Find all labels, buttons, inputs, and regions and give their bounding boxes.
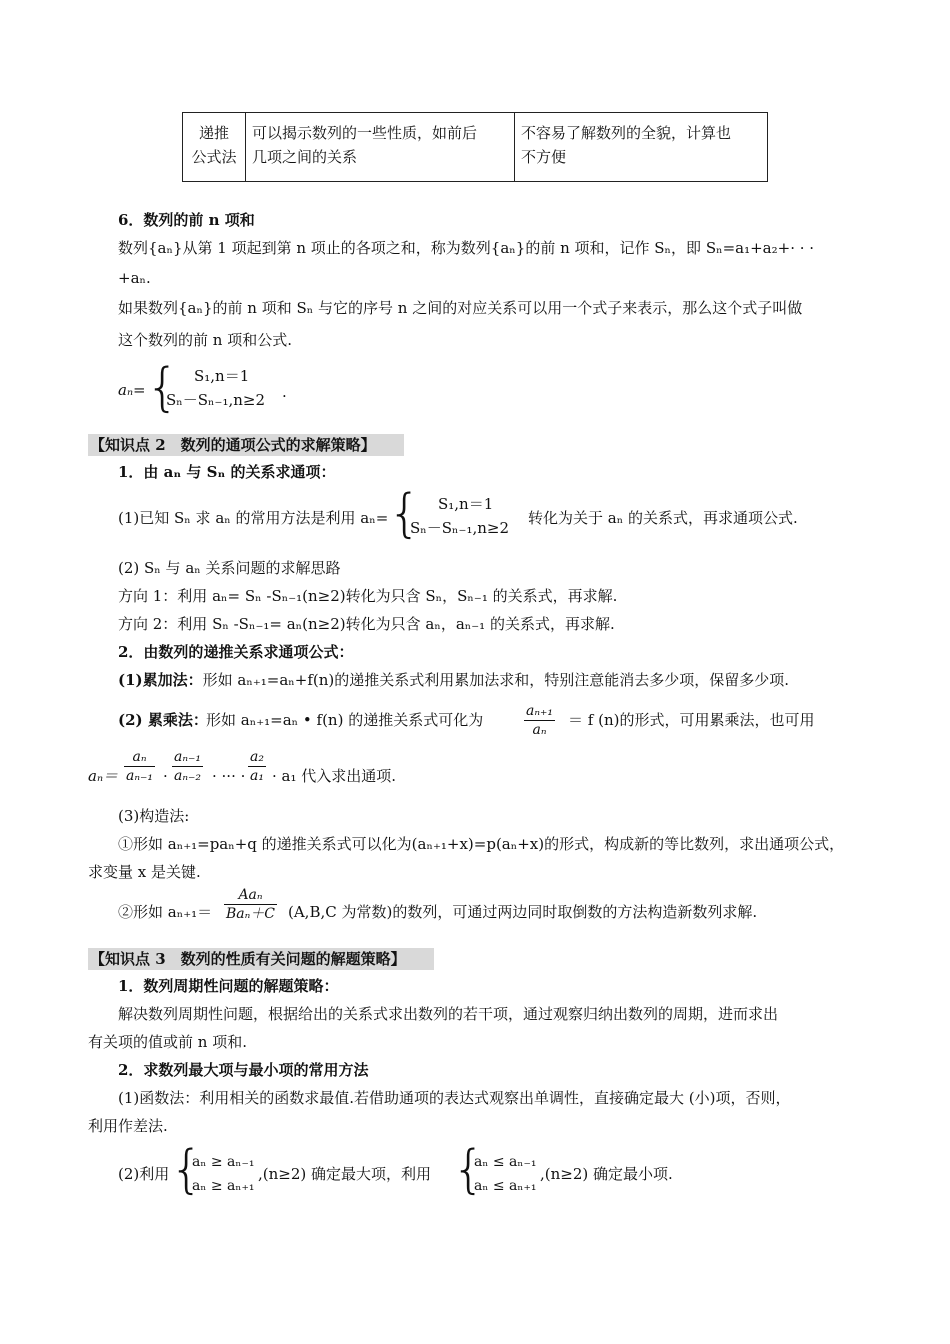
product-lhs: aₙ＝ — [88, 767, 119, 785]
fraction-term-2 — [172, 748, 203, 785]
cell-line: 不方便 — [521, 148, 567, 166]
fraction-term-1 — [124, 748, 155, 785]
cell-line: 公式法 — [191, 148, 237, 166]
table-cell-disadvantage — [515, 113, 768, 182]
kp3-s2-p1-line1: (1)函数法：利用相关的函数求最值.若借助通项的表达式观察出单调性，直接确定最大 (小)项，否则， — [118, 1089, 791, 1107]
section-6-para1-line2: +aₙ. — [118, 269, 151, 287]
kp2-s2-title: 2．由数列的递推关系求通项公式： — [118, 643, 354, 661]
kp2-s2-p2-text2: ＝ f (n)的形式，可用累乘法，也可用 — [568, 711, 815, 729]
kp2-s2-p1-text: 形如 aₙ₊₁=aₙ+f(n)的递推关系式利用累加法求和，特别注意能消去多少项，保留多少项. — [202, 671, 790, 689]
fraction-numerator: aₙ — [132, 749, 147, 765]
kp2-s2-p3-label: (3)构造法: — [118, 807, 190, 825]
kp2-s1-dir2: 方向 2：利用 Sₙ -Sₙ₋₁= aₙ(n≥2)转化为只含 aₙ，aₙ₋₁ 的关系式，再求解. — [118, 615, 615, 633]
kp2-s1-p2: (2) Sₙ 与 aₙ 关系问题的求解思路 — [118, 559, 341, 577]
section-6-para1-line1: 数列{aₙ}从第 1 项起到第 n 项止的各项之和，称为数列{aₙ}的前 n 项和，记作 Sₙ，即 Sₙ=a₁+a₂+· · · — [118, 239, 815, 257]
kp2-s2-p3-item1-line2: 求变量 x 是关键. — [88, 863, 201, 881]
kp2-s2-p3-item1-line1: ①形如 aₙ₊₁=paₙ+q 的递推关系式可以化为(aₙ₊₁+x)=p(aₙ+x)的形式，构成新的等比数列，求出通项公式， — [118, 835, 845, 853]
kp2-s2-p1-label: (1)累加法： — [118, 671, 203, 689]
section-6-para2-line1: 如果数列{aₙ}的前 n 项和 Sₙ 与它的序号 n 之间的对应关系可以用一个式子来表示，那么这个式子叫做 — [118, 299, 803, 317]
kp2-s1-p1-suffix: 转化为关于 aₙ 的关系式，再求通项公式. — [528, 509, 798, 527]
kp2-s2-p2-label: (2) 累乘法： — [118, 711, 208, 729]
kp2-s2-p2-text1: 形如 aₙ₊₁=aₙ • f(n) 的递推关系式可化为 — [206, 711, 484, 729]
fraction-denominator: aₙ₋₁ — [126, 768, 154, 784]
table-cell-advantage — [246, 113, 515, 182]
item2-suffix: (A,B,C 为常数)的数列，可通过两边同时取倒数的方法构造新数列求解. — [288, 903, 758, 921]
kp3-s1-title: 1．数列周期性问题的解题策略： — [118, 977, 339, 995]
left-brace-icon: { — [388, 484, 422, 544]
product-tail: · a₁ 代入求出通项. — [272, 767, 397, 785]
kp2-header: 【知识点 2 数列的通项公式的求解策略】 — [88, 434, 404, 456]
kp3-s2-p2-end: ,(n≥2) 确定最小项. — [540, 1165, 673, 1183]
kp3-header: 【知识点 3 数列的性质有关问题的解题策略】 — [88, 948, 434, 970]
fraction-numerator: a₂ — [250, 749, 264, 765]
kp3-s2-p2-prefix: (2)利用 — [118, 1165, 170, 1183]
kp2-s1-case-2: Sₙ－Sₙ₋₁,n≥2 — [410, 519, 510, 537]
cell-line: 可以揭示数列的一些性质，如前后 — [252, 124, 478, 142]
formula-case-2: Sₙ－Sₙ₋₁,n≥2 — [166, 391, 266, 409]
min-case-2: aₙ ≤ aₙ₊₁ — [474, 1178, 537, 1194]
fraction-numerator: Aaₙ — [238, 887, 263, 903]
kp3-s1-line2: 有关项的值或前 n 项和. — [88, 1033, 247, 1051]
table-row — [183, 113, 768, 182]
fraction-denominator: a₁ — [250, 768, 264, 784]
kp3-s1-line1: 解决数列周期性问题，根据给出的关系式求出数列的若干项，通过观察归纳出数列的周期，进而求出 — [118, 1005, 779, 1023]
cell-line: 递推 — [198, 124, 229, 142]
kp3-s2-p2-mid: ,(n≥2) 确定最大项，利用 — [258, 1165, 432, 1183]
product-ellipsis: · ··· · — [212, 767, 246, 785]
max-case-2: aₙ ≥ aₙ₊₁ — [192, 1178, 255, 1194]
cell-line: 几项之间的关系 — [252, 148, 358, 166]
max-case-1: aₙ ≥ aₙ₋₁ — [192, 1154, 255, 1170]
section-6-title: 6．数列的前 n 项和 — [118, 211, 255, 229]
left-brace-icon: { — [170, 1140, 204, 1200]
kp2-s1-case-1: S₁,n＝1 — [438, 495, 494, 513]
fraction-denominator: aₙ — [524, 720, 555, 739]
fraction-ratio — [524, 702, 555, 739]
fraction-reciprocal-form — [224, 886, 277, 923]
cell-line: 不容易了解数列的全貌，计算也 — [521, 124, 732, 142]
item2-prefix: ②形如 aₙ₊₁＝ — [118, 903, 213, 921]
kp3-s2-p1-line2: 利用作差法. — [88, 1117, 168, 1135]
fraction-numerator: aₙ₋₁ — [174, 749, 202, 765]
fraction-numerator: aₙ₊₁ — [526, 703, 554, 719]
kp2-s1-dir1: 方向 1：利用 aₙ= Sₙ -Sₙ₋₁(n≥2)转化为只含 Sₙ，Sₙ₋₁ 的关系式，再求解. — [118, 587, 618, 605]
kp2-s2-p1 — [118, 670, 789, 690]
left-brace-icon: { — [452, 1140, 486, 1200]
min-case-1: aₙ ≤ aₙ₋₁ — [474, 1154, 537, 1170]
table-cell-method — [183, 113, 246, 182]
comparison-table — [182, 112, 768, 182]
formula-end: . — [282, 383, 287, 401]
fraction-denominator: aₙ₋₂ — [174, 768, 202, 784]
product-dot: · — [163, 767, 168, 785]
kp3-s2-title: 2．求数列最大项与最小项的常用方法 — [118, 1061, 369, 1079]
formula-lhs: aₙ= — [118, 381, 146, 399]
fraction-term-3 — [248, 748, 266, 785]
formula-case-1: S₁,n＝1 — [194, 367, 250, 385]
section-6-para2-line2: 这个数列的前 n 项和公式. — [118, 331, 292, 349]
kp2-s1-title: 1．由 aₙ 与 Sₙ 的关系求通项： — [118, 463, 336, 481]
fraction-denominator: Baₙ＋C — [226, 906, 276, 922]
kp2-s1-p1-prefix: (1)已知 Sₙ 求 aₙ 的常用方法是利用 aₙ= — [118, 509, 389, 527]
left-brace-icon: { — [146, 358, 180, 418]
